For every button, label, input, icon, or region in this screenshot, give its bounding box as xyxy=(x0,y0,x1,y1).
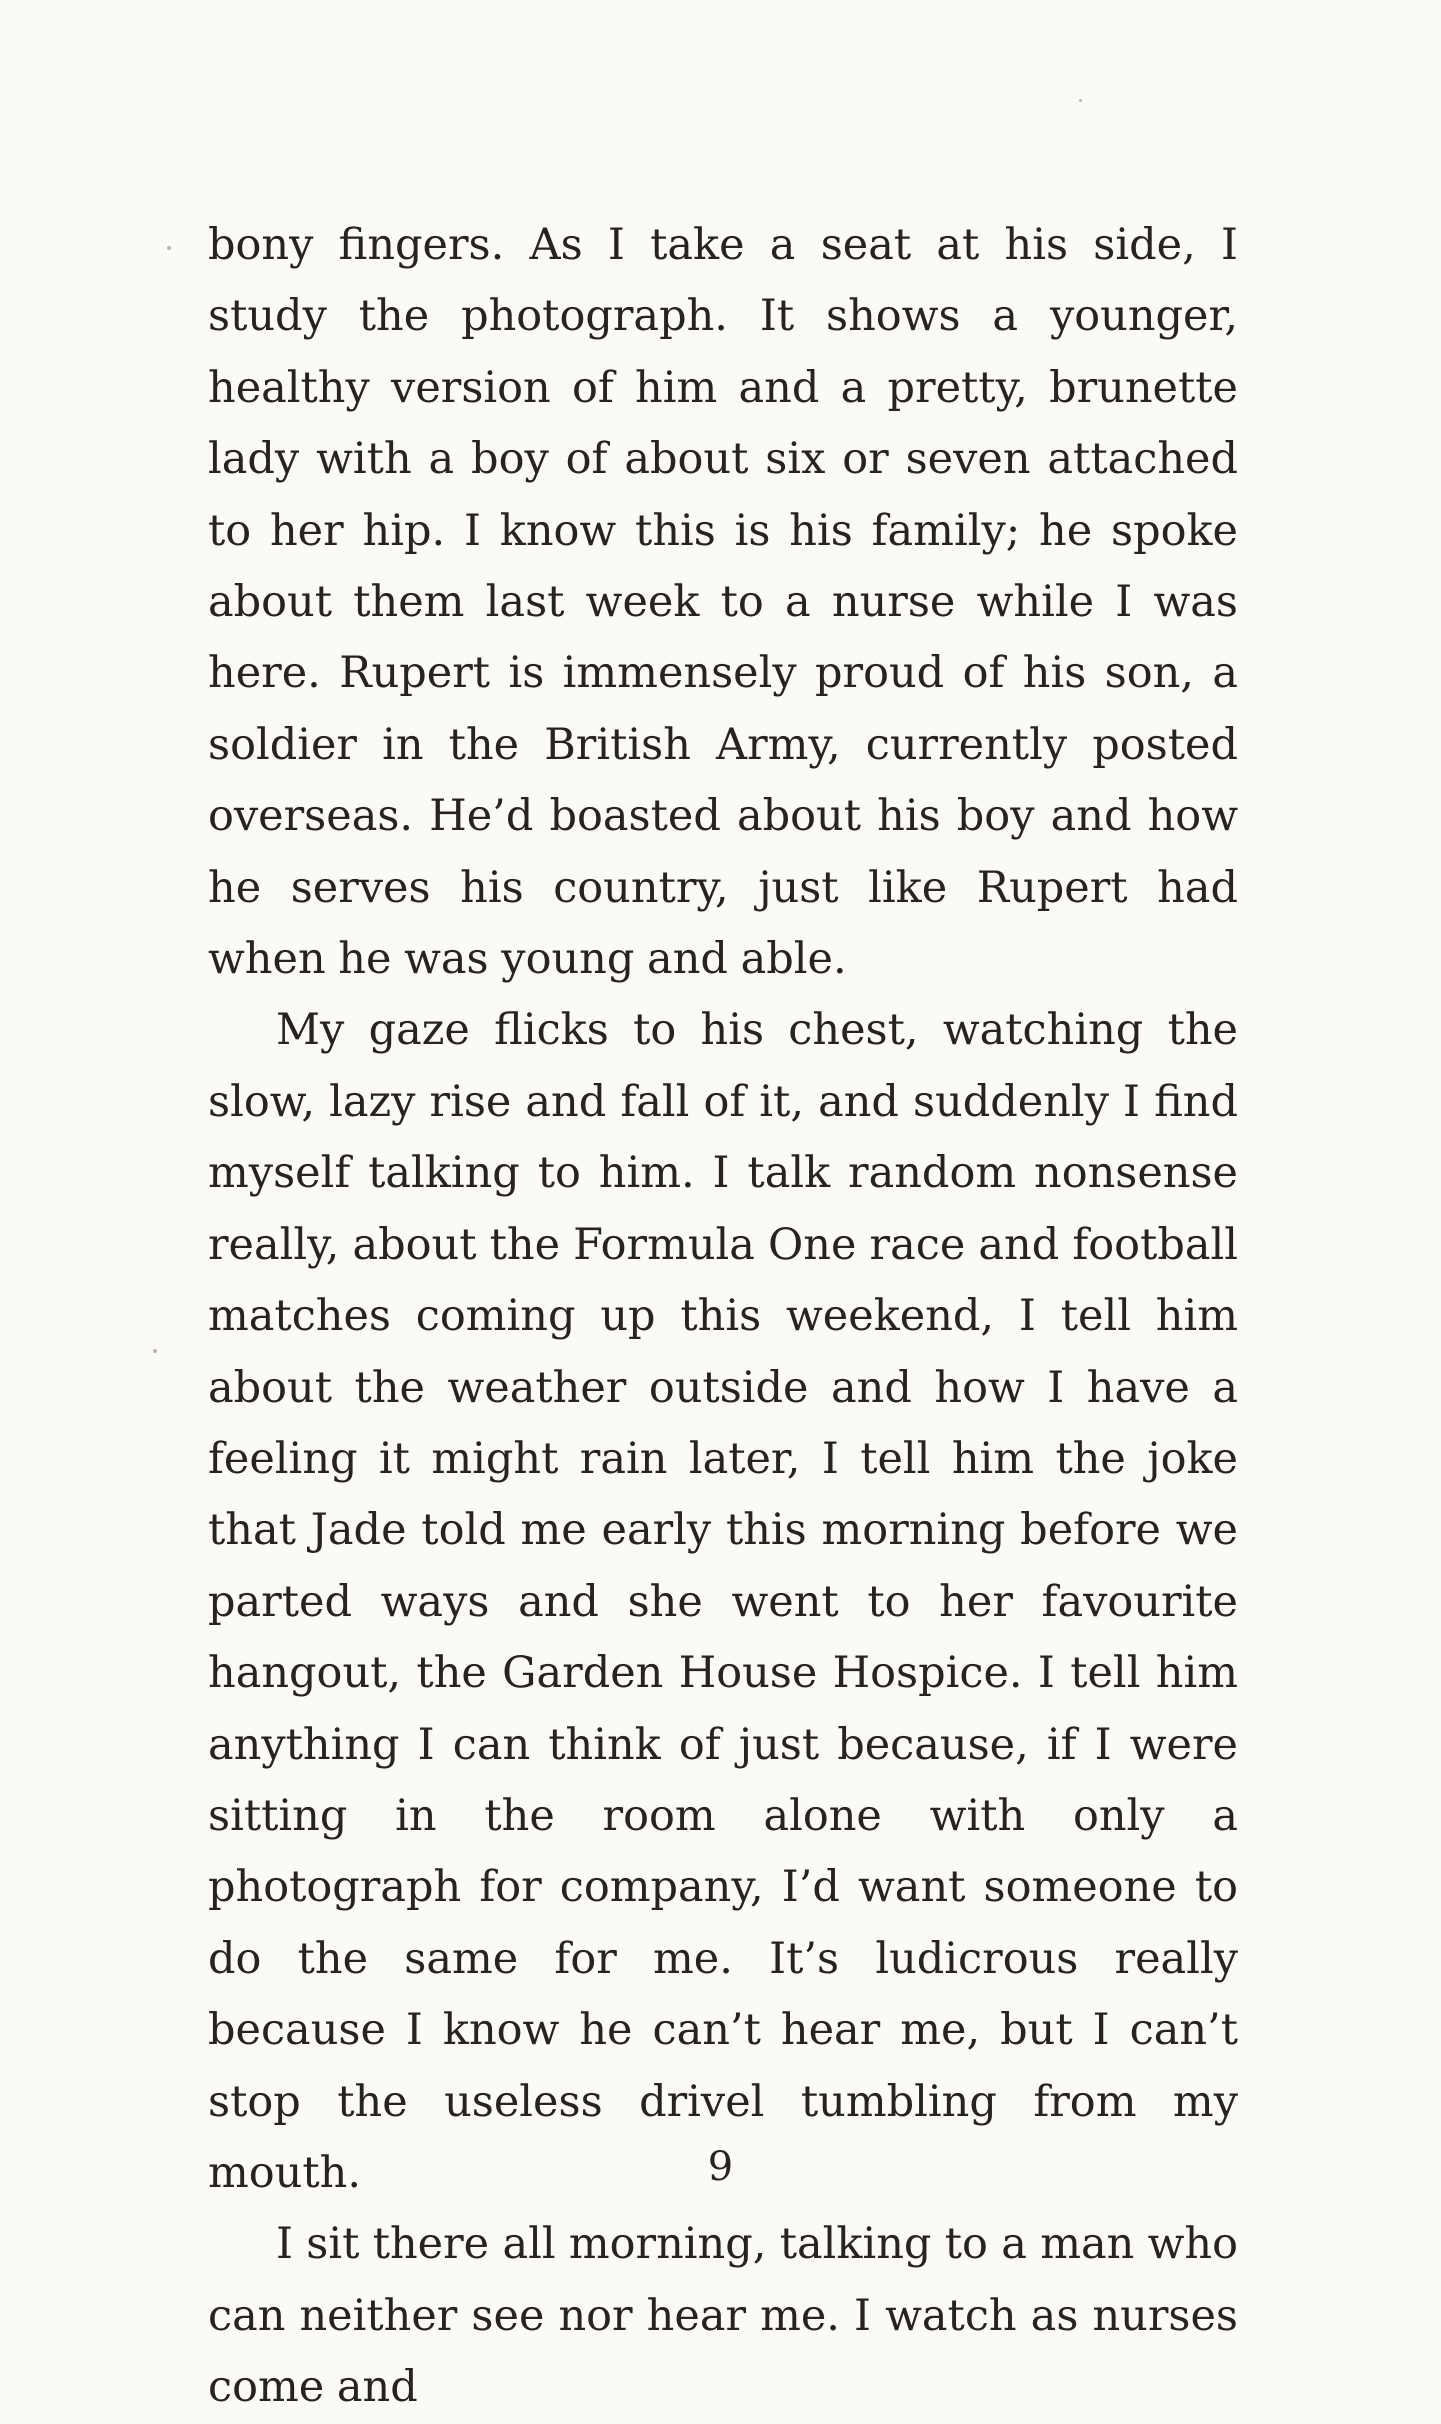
paragraph-3: I sit there all morning, talking to a man who can neither see nor hear me. I watch as nurses come and xyxy=(208,2219,1238,2413)
paragraph-2: My gaze flicks to his chest, watching the slow, lazy rise and fall of it, and suddenly I find myself talking to him. I talk random nonsense really, about the Formula One race and football matches coming up this weekend, I tell him about the weather outside and how I have a feeling it might rain later, I tell him the joke that Jade told me early this morning before we parted ways and she went to her favourite hangout, the Garden House Hospice. I tell him anything I can think of just because, if I were sitting in the room alone with only a photograph for company, I’d want someone to do the same for me. It’s ludicrous really because I know he can’t hear me, but I can’t stop the useless drivel tumbling from my mouth. xyxy=(208,1005,1238,2198)
paper-speck xyxy=(167,246,171,250)
paragraph-1: bony fingers. As I take a seat at his side, I study the photograph. It shows a younger, healthy version of him and a pretty, brunette lady with a boy of about six or seven attached to her hip. I know this is his family; he spoke about them last week to a nurse while I was here. Rupert is immensely proud of his son, a soldier in the British Army, currently posted overseas. He’d boasted about his boy and how he serves his country, just like Rupert had when he was young and able. xyxy=(208,220,1238,985)
body-text xyxy=(208,210,1238,2424)
paper-speck xyxy=(1079,99,1082,102)
paper-speck xyxy=(153,1349,157,1353)
page-number: 9 xyxy=(707,2144,734,2190)
